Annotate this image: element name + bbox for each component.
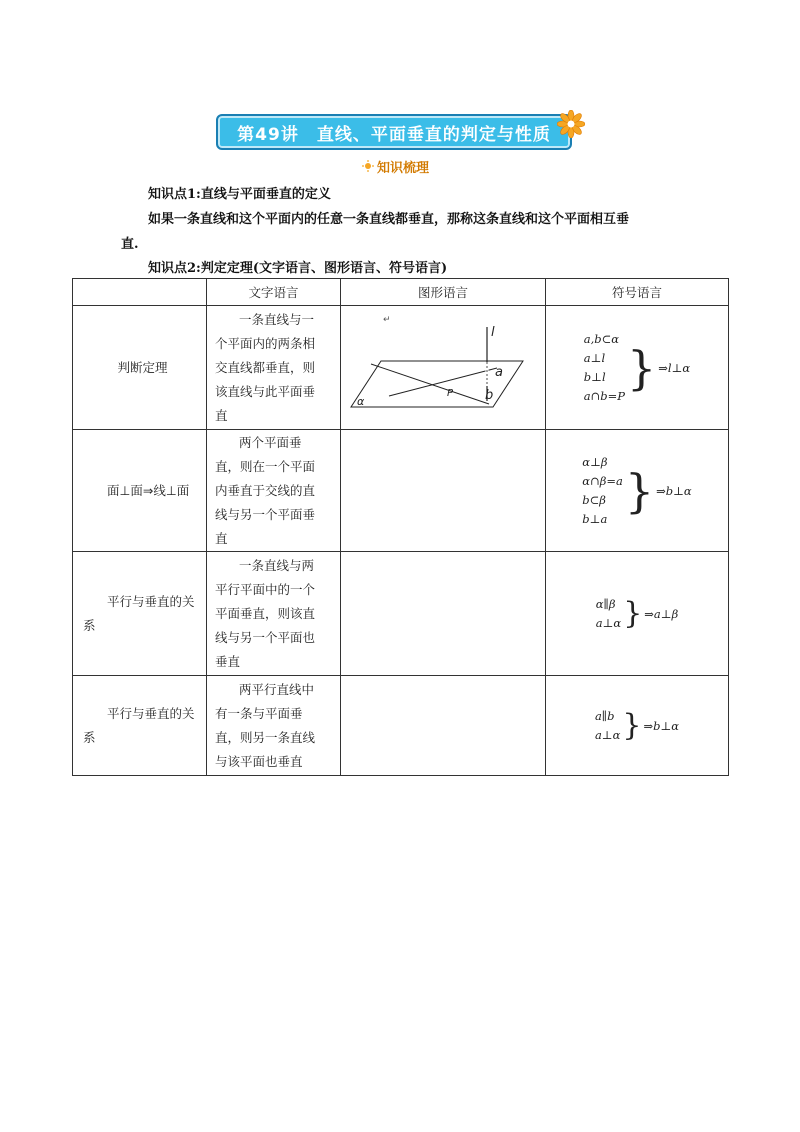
text-line: 线与另一个平面垂 — [215, 506, 316, 522]
symbol-group — [546, 595, 728, 633]
plane-line-figure — [341, 306, 545, 429]
row-symbol — [546, 676, 729, 776]
brace-mark: } — [624, 463, 655, 518]
text-line: 个平面内的两条相 — [215, 335, 316, 351]
row-symbol — [546, 306, 729, 430]
symbol-conditions — [582, 453, 623, 529]
label-p: P — [447, 388, 454, 399]
symbol-conditions — [596, 595, 621, 633]
text-line: 两平行直线中 — [239, 681, 315, 697]
label-l: l — [491, 325, 495, 340]
text-line: 内垂直于交线的直 — [215, 482, 316, 498]
brace-mark: } — [627, 340, 657, 395]
symbol-result: ⇒b⊥α — [656, 483, 692, 498]
row-figure-empty — [341, 676, 546, 776]
header-cell-blank — [73, 279, 207, 306]
line-b — [389, 368, 497, 396]
return-mark: ↵ — [383, 315, 391, 325]
row-symbol — [546, 552, 729, 676]
symbol-result: ⇒a⊥β — [644, 606, 679, 621]
text-line: 平行平面中的一个 — [215, 581, 316, 597]
symbol-result: ⇒l⊥α — [658, 360, 691, 375]
row-name: 判断定理 — [73, 306, 207, 430]
symbol-line: α⊥β — [582, 454, 608, 469]
knowledge1-heading: 知识点1:直线与平面垂直的定义 — [148, 187, 331, 202]
text-line: 垂直 — [215, 653, 241, 669]
symbol-line: b⊂β — [582, 492, 606, 507]
line-a — [371, 364, 489, 404]
definition-line1: 如果一条直线和这个平面内的任意一条直线都垂直，那称这条直线和这个平面相互垂 — [148, 212, 630, 227]
symbol-line: a,b⊂α — [583, 331, 620, 346]
symbol-group — [546, 707, 728, 745]
row-text — [207, 552, 341, 676]
symbol-line: a⊥α — [595, 615, 622, 630]
text-line: 两个平面垂 — [239, 434, 302, 450]
label-a: a — [495, 365, 503, 380]
text-line: 平面垂直，则该直 — [215, 605, 316, 621]
row-text — [207, 306, 341, 430]
text-line: 直 — [215, 407, 228, 423]
sun-icon — [362, 160, 374, 172]
brace-mark: } — [622, 707, 642, 743]
label-b: b — [485, 388, 494, 403]
row-name: 平行与垂直的关系 — [73, 676, 207, 776]
symbol-group — [546, 453, 728, 529]
symbol-result: ⇒b⊥α — [643, 718, 680, 733]
page-title: 第49讲 直线、平面垂直的判定与性质 — [237, 124, 551, 145]
symbol-group — [546, 330, 728, 406]
row-figure-empty — [341, 552, 546, 676]
row-figure-empty — [341, 430, 546, 552]
header-cell-text: 文字语言 — [207, 279, 341, 306]
text-line: 直 — [215, 530, 228, 546]
brace-mark: } — [623, 595, 643, 631]
text-line: 一条直线与两 — [239, 557, 315, 573]
title-banner — [216, 114, 572, 150]
flower-icon — [557, 110, 585, 138]
row-text — [207, 430, 341, 552]
row-name: 平行与垂直的关系 — [73, 552, 207, 676]
header-cell-figure: 图形语言 — [341, 279, 546, 306]
row-text — [207, 676, 341, 776]
text-line: 直，则另一条直线 — [215, 729, 316, 745]
symbol-line: b⊥l — [583, 369, 606, 384]
symbol-line: α∥β — [595, 596, 616, 611]
table-row — [73, 552, 729, 676]
table-row — [73, 306, 729, 430]
label-alpha: α — [357, 395, 365, 408]
row-figure — [341, 306, 546, 430]
text-line: 有一条与平面垂 — [215, 705, 303, 721]
symbol-line: a⊥α — [594, 727, 621, 742]
section-subtitle — [362, 156, 429, 176]
text-line: 该直线与此平面垂 — [215, 383, 316, 399]
text-line: 一条直线与一 — [239, 311, 315, 327]
row-name: 面⊥面⇒线⊥面 — [73, 430, 207, 552]
theorem-table — [72, 278, 729, 776]
subtitle-text: 知识梳理 — [377, 160, 430, 176]
symbol-line: b⊥a — [582, 511, 608, 526]
symbol-line: a∩b=P — [583, 388, 626, 403]
text-line: 与该平面也垂直 — [215, 753, 303, 769]
symbol-line: a⊥l — [583, 350, 606, 365]
symbol-conditions — [595, 707, 620, 745]
knowledge2-heading: 知识点2:判定定理(文字语言、图形语言、符号语言) — [148, 261, 448, 276]
symbol-line: α∩β=a — [582, 473, 623, 488]
table-row — [73, 430, 729, 552]
definition-line2: 直. — [121, 237, 139, 252]
table-row — [73, 676, 729, 776]
text-line: 直，则在一个平面 — [215, 458, 316, 474]
text-line: 交直线都垂直，则 — [215, 359, 316, 375]
header-cell-symbol: 符号语言 — [546, 279, 729, 306]
table-header-row — [73, 279, 729, 306]
symbol-line: a∥b — [594, 708, 615, 723]
text-line: 线与另一个平面也 — [215, 629, 316, 645]
row-symbol — [546, 430, 729, 552]
symbol-conditions — [584, 330, 625, 406]
